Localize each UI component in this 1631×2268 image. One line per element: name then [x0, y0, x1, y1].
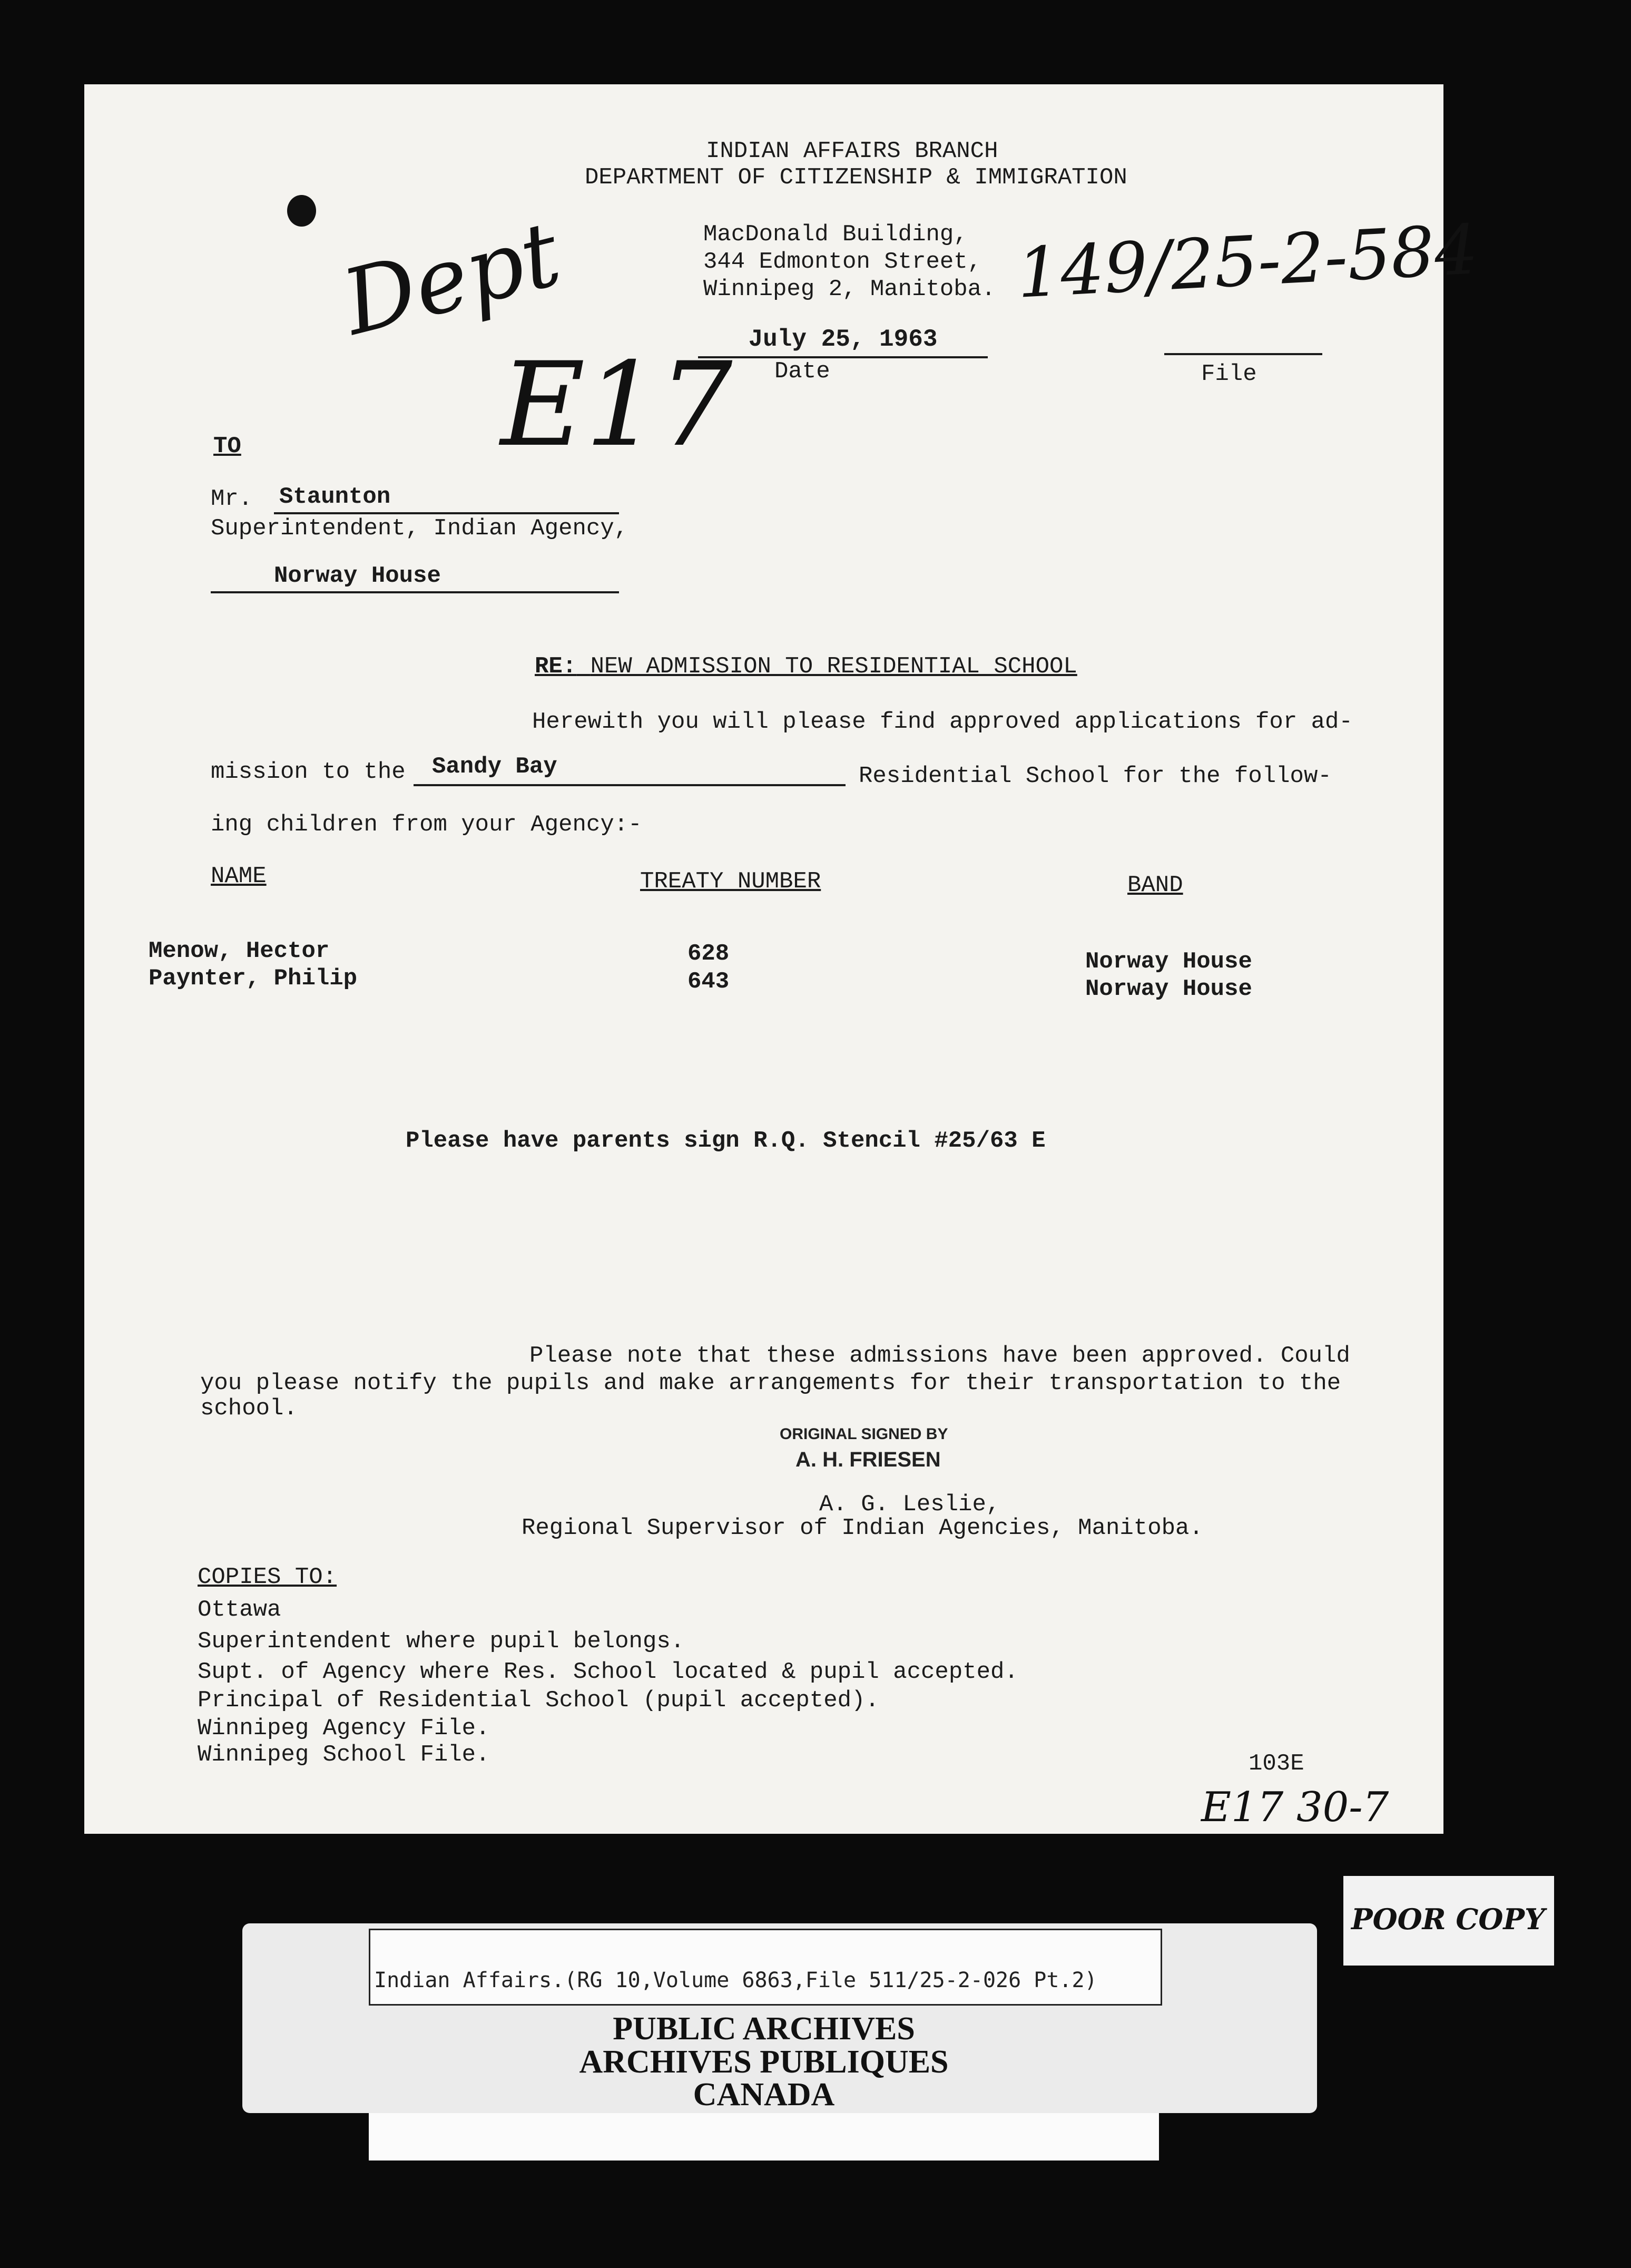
- handwritten-e17: E17: [500, 337, 733, 472]
- archive-title-english: PUBLIC ARCHIVES: [613, 2011, 915, 2047]
- handwritten-dept: Dept: [333, 201, 570, 356]
- signatory-name: A. G. Leslie,: [819, 1491, 1000, 1518]
- address-line-3: Winnipeg 2, Manitoba.: [703, 276, 996, 302]
- archive-label-bottom-strip: [369, 2113, 1159, 2161]
- student-treaty-number: 643: [687, 969, 730, 995]
- salutation: Mr.: [211, 486, 253, 512]
- body-line-2a: mission to the: [211, 759, 406, 785]
- recipient-agency: Norway House: [274, 563, 441, 589]
- body-line-2b: Residential School for the follow-: [859, 763, 1332, 789]
- file-label: File: [1201, 361, 1257, 387]
- form-number: 103E: [1249, 1751, 1304, 1777]
- copies-item: Superintendent where pupil belongs.: [198, 1628, 685, 1655]
- student-treaty-number: 628: [687, 941, 730, 967]
- student-band: Norway House: [1085, 949, 1252, 975]
- body-line-1: Herewith you will please find approved applications for ad-: [532, 709, 1353, 735]
- column-header-band: BAND: [1127, 872, 1183, 898]
- to-label: TO: [213, 433, 241, 460]
- archive-country: CANADA: [693, 2077, 835, 2113]
- signature-stamp-line-1: ORIGINAL SIGNED BY: [780, 1425, 948, 1443]
- subject-text: NEW ADMISSION TO RESIDENTIAL SCHOOL: [590, 653, 1077, 680]
- recipient-title: Superintendent, Indian Agency,: [211, 515, 628, 542]
- copies-label: COPIES TO:: [198, 1564, 337, 1590]
- body-line-3: ing children from your Agency:-: [211, 812, 642, 838]
- subject-re-label: RE:: [535, 653, 577, 680]
- column-header-treaty-number: TREATY NUMBER: [640, 868, 821, 895]
- letterhead-branch: INDIAN AFFAIRS BRANCH: [706, 138, 998, 164]
- copies-item: Ottawa: [198, 1597, 281, 1623]
- closing-line-3: school.: [200, 1395, 298, 1422]
- parent-signature-note: Please have parents sign R.Q. Stencil #25/63 E: [406, 1128, 1046, 1154]
- recipient-name: Staunton: [279, 484, 391, 510]
- archive-reference-strip: [369, 1929, 1162, 2006]
- handwritten-footer-reference: E17 30-7: [1201, 1784, 1389, 1831]
- copies-item: Principal of Residential School (pupil accepted).: [198, 1687, 879, 1714]
- handwritten-file-reference: 149/25-2-584: [1015, 209, 1480, 314]
- signatory-title: Regional Supervisor of Indian Agencies, Manitoba.: [522, 1515, 1203, 1541]
- address-line-1: MacDonald Building,: [703, 221, 968, 248]
- student-name: Menow, Hector: [149, 938, 330, 964]
- school-name: Sandy Bay: [432, 754, 557, 780]
- school-name-line: [414, 784, 846, 786]
- student-name: Paynter, Philip: [149, 965, 358, 992]
- copies-item: Supt. of Agency where Res. School located & pupil accepted.: [198, 1659, 1018, 1685]
- recipient-name-line: [274, 512, 619, 514]
- copies-item: Winnipeg Agency File.: [198, 1715, 490, 1742]
- subject-line: [535, 653, 1077, 680]
- punch-hole: [287, 195, 316, 227]
- date-value: July 25, 1963: [698, 326, 988, 358]
- closing-line-1: Please note that these admissions have been approved. Could: [529, 1343, 1350, 1369]
- file-line: [1164, 353, 1322, 355]
- signature-stamp-line-2: A. H. FRIESEN: [795, 1448, 941, 1471]
- letterhead-department: DEPARTMENT OF CITIZENSHIP & IMMIGRATION: [585, 164, 1127, 191]
- handwritten-poor-copy: POOR COPY: [1351, 1902, 1545, 1936]
- archive-title-french: ARCHIVES PUBLIQUES: [579, 2044, 949, 2080]
- date-label: Date: [774, 358, 830, 385]
- copies-item: Winnipeg School File.: [198, 1742, 490, 1768]
- column-header-name: NAME: [211, 863, 267, 889]
- archive-reference: Indian Affairs.(RG 10,Volume 6863,File 511/25-2-026 Pt.2): [374, 1968, 1097, 1992]
- closing-line-2: you please notify the pupils and make arrangements for their transportation to the: [200, 1370, 1341, 1396]
- address-line-2: 344 Edmonton Street,: [703, 249, 982, 275]
- student-band: Norway House: [1085, 976, 1252, 1002]
- recipient-agency-line: [211, 591, 619, 593]
